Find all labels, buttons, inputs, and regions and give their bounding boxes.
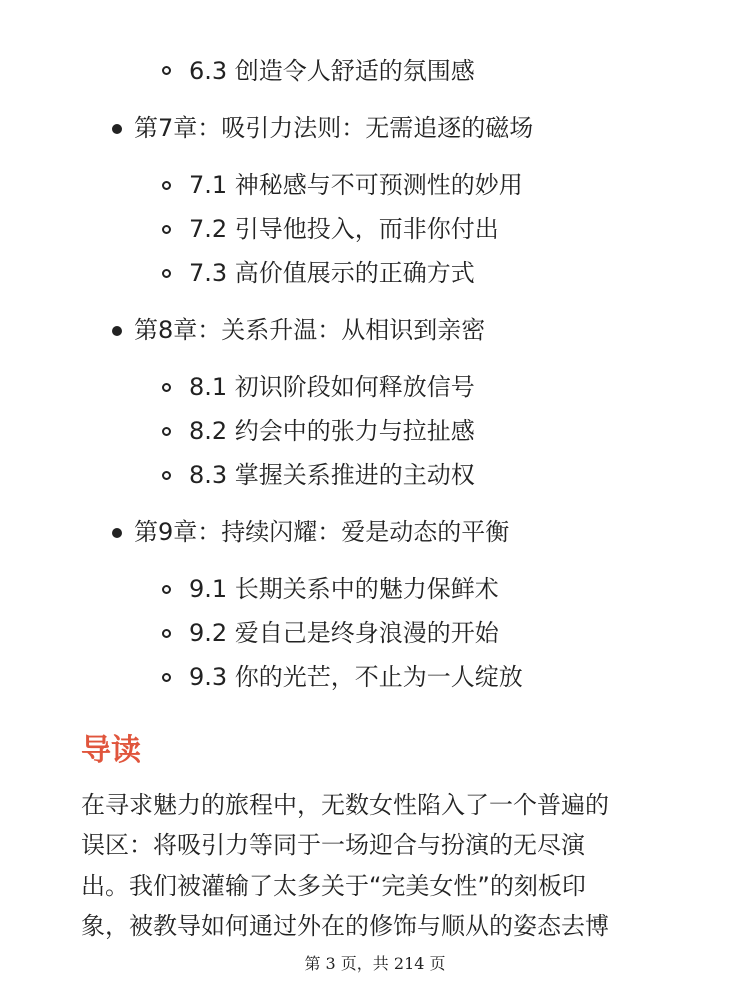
page-footer <box>0 953 750 975</box>
hollow-bullet-icon <box>162 585 171 594</box>
hollow-bullet-icon <box>162 427 171 436</box>
hollow-bullet-icon <box>162 673 171 682</box>
paragraph-line: 出。我们被灌输了太多关于“完美女性”的刻板印 <box>81 872 586 900</box>
toc-subsection-8-2[interactable]: 8.2 约会中的张力与拉扯感 <box>189 417 475 445</box>
filled-bullet-icon <box>112 528 122 538</box>
footer-total-pages: 214 <box>393 954 425 973</box>
hollow-bullet-icon <box>162 181 171 190</box>
toc-subsection-7-1[interactable]: 7.1 神秘感与不可预测性的妙用 <box>189 171 523 199</box>
toc-subsection-9-1[interactable]: 9.1 长期关系中的魅力保鲜术 <box>189 575 499 603</box>
toc-subsection-8-1[interactable]: 8.1 初识阶段如何释放信号 <box>189 373 475 401</box>
footer-suffix: 页 <box>424 954 446 973</box>
toc-chapter-7[interactable]: 第7章：吸引力法则：无需追逐的磁场 <box>134 114 534 142</box>
toc-chapter-9[interactable]: 第9章：持续闪耀：爱是动态的平衡 <box>134 518 510 546</box>
toc-subsection-7-2[interactable]: 7.2 引导他投入，而非你付出 <box>189 215 499 243</box>
hollow-bullet-icon <box>162 269 171 278</box>
filled-bullet-icon <box>112 326 122 336</box>
hollow-bullet-icon <box>162 383 171 392</box>
hollow-bullet-icon <box>162 225 171 234</box>
toc-subsection-9-2[interactable]: 9.2 爱自己是终身浪漫的开始 <box>189 619 499 647</box>
footer-prefix: 第 <box>304 954 326 973</box>
toc-chapter-8[interactable]: 第8章：关系升温：从相识到亲密 <box>134 316 486 344</box>
footer-page-number: 3 <box>325 954 336 973</box>
toc-subsection-6-3[interactable]: 6.3 创造令人舒适的氛围感 <box>189 57 475 85</box>
hollow-bullet-icon <box>162 629 171 638</box>
filled-bullet-icon <box>112 124 122 134</box>
hollow-bullet-icon <box>162 471 171 480</box>
footer-middle: 页，共 <box>335 954 394 973</box>
paragraph-line: 在寻求魅力的旅程中，无数女性陷入了一个普遍的 <box>81 791 609 819</box>
toc-subsection-9-3[interactable]: 9.3 你的光芒，不止为一人绽放 <box>189 663 523 691</box>
toc-subsection-7-3[interactable]: 7.3 高价值展示的正确方式 <box>189 259 475 287</box>
section-heading-intro: 导读 <box>81 733 141 768</box>
paragraph-line: 误区：将吸引力等同于一场迎合与扮演的无尽演 <box>81 831 585 859</box>
toc-subsection-8-3[interactable]: 8.3 掌握关系推进的主动权 <box>189 461 475 489</box>
paragraph-line: 象，被教导如何通过外在的修饰与顺从的姿态去博 <box>81 912 609 940</box>
hollow-bullet-icon <box>162 66 171 75</box>
